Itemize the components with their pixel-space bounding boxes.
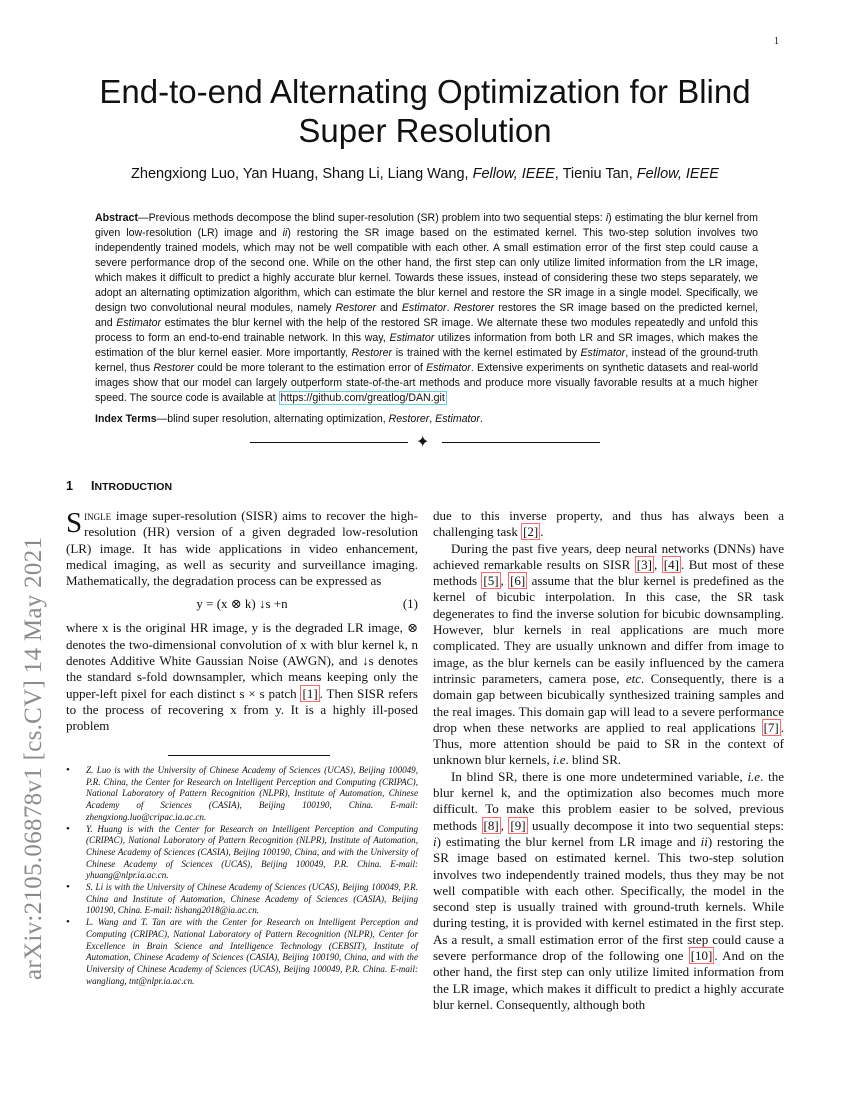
paragraph-text: . Consequently, there is a domain gap between bicubically synthesized training samples and the real images. This domain gap will lead to a severe performance drop when these networks are applied to real applications: [433, 670, 784, 735]
citation-link[interactable]: [1]: [302, 685, 318, 701]
term-restorer: Restorer: [351, 347, 393, 359]
step-ii-italic: ii: [700, 833, 708, 849]
paragraph-text: . Then SISR refers to the process of recovering x from y. It is a highly ill-posed problem: [66, 685, 418, 734]
section-title-rest: NTRODUCTION: [94, 481, 173, 493]
paragraph-text: .: [540, 524, 544, 540]
term-restorer: Restorer: [335, 302, 377, 314]
small-caps-word: ingle: [84, 508, 112, 523]
citation-link[interactable]: [5]: [483, 573, 499, 589]
intro-paragraph-2: [66, 620, 418, 734]
term-restorer: Restorer: [453, 302, 495, 314]
citation-link[interactable]: [2]: [523, 524, 539, 540]
fellow-title-2: Fellow, IEEE: [636, 166, 719, 182]
index-terms-text: —blind super resolution, alternating optimization,: [156, 413, 389, 425]
paragraph-text: . But most of these methods: [433, 556, 785, 589]
abstract-label: Abstract: [95, 212, 138, 224]
paragraph-text: image super-resolution (SISR) aims to recover the high-resolution (HR) version of a given degraded low-resolution (LR) image. It has wide applications in video enhancement, medical imaging, as well as security and surveillance imaging. Mathematically, the degradation process can be expressed as: [66, 508, 418, 589]
intro-paragraph-4: [433, 541, 784, 769]
citation-link[interactable]: [6]: [510, 573, 526, 589]
equation-body: y = (x ⊗ k) ↓s +n: [196, 596, 288, 612]
abstract-text: could be more tolerant to the estimation error of: [193, 362, 427, 374]
paragraph-text: assume that the blur kernel is predefined as the kernel of bicubic interpolation. In this case, the SR task degenerates to find the inverse solution for bicubic downsampling. However, blur kernels in real applications are much more complicated. They are usually unknown and differ from image to image, as the blur kernels can be easily influenced by the camera intrinsic parameters, camera pose,: [433, 573, 785, 686]
arxiv-identifier-stamp: arXiv:2105.06878v1 [cs.CV] 14 May 2021: [20, 536, 47, 980]
term-estimator: Estimator: [116, 317, 162, 329]
abstract-text: is trained with the kernel estimated by: [392, 347, 581, 359]
citation-separator: ,: [500, 817, 509, 833]
paragraph-text: due to this inverse property, and thus has always been a challenging task: [433, 508, 784, 540]
abstract-text: .: [446, 302, 454, 314]
index-terms-end: .: [479, 413, 483, 425]
paragraph-text: . And on the other hand, the first step can only utilize limited information from the LR image, which makes it difficult to predict a highly accurate blur kernel. Consequently, although both: [433, 948, 784, 1012]
citation-link[interactable]: [10]: [690, 948, 713, 964]
step-i-italic: i: [433, 833, 437, 849]
authors-part-1: Zhengxiong Luo, Yan Huang, Shang Li, Liang Wang,: [131, 166, 473, 182]
drop-cap: S: [66, 507, 83, 539]
term-estimator: Estimator: [580, 347, 626, 359]
etc-italic: etc: [625, 670, 642, 686]
divider-line-right: [442, 442, 600, 443]
section-divider: [250, 435, 600, 449]
abstract-text: —Previous methods decompose the blind super-resolution (SR) problem into two sequential steps:: [137, 212, 606, 224]
paragraph-text: where x is the original HR image, y is the degraded LR image, ⊗ denotes the two-dimensional convolution of x with blur kernel k, n denotes Additive White Gaussian Noise (AWGN), and ↓s denotes the standard s-fold downsampler, which means keeping only the upper-left pixel for each distinct s × s patch: [66, 620, 418, 701]
footnote-list: [66, 765, 418, 987]
ie-italic: i.e: [552, 752, 566, 768]
citation-separator: ,: [653, 556, 662, 572]
divider-star-icon: ✦: [416, 434, 430, 451]
paragraph-text: . the blur kernel k, and the optimization also becomes much more difficult. To make this problem easier to be solved, previous methods: [433, 768, 784, 833]
abstract-text: estimates the blur kernel with the help of the restored SR image. We alternate these two modules repeatedly and unfold this process to form an end-to-end trainable network. In this way,: [95, 317, 758, 344]
citation-link[interactable]: [9]: [510, 817, 526, 833]
abstract-step-i: i: [605, 212, 609, 224]
divider-line-left: [250, 442, 408, 443]
term-estimator: Estimator: [435, 413, 480, 425]
paper-title: End-to-end Alternating Optimization for Blind Super Resolution: [99, 73, 751, 149]
section-title-initial: I: [91, 479, 95, 493]
footnote-item: • L. Wang and T. Tan are with the Center for Research on Intelligent Perception and Computing (CRIPAC), National Laboratory of Pattern Recognition (NLPR), Center for Excellence in Brain Science and Intelligence Technology (CEBSIT), Institute of Automation, Chinese Academy of Sciences (CASIA), Beijing 100190, China, and with the University of Chinese Academy of Sciences (UCAS), Beijing 100049, P.R. China. E-mail: wangliang, tnt@nlpr.ia.ac.cn.: [66, 917, 418, 987]
source-code-link[interactable]: https://github.com/greatlog/DAN.git: [280, 392, 445, 404]
citation-link[interactable]: [7]: [763, 719, 779, 735]
right-column: [433, 508, 784, 1013]
footnote-item: • S. Li is with the University of Chinese Academy of Sciences (UCAS), Beijing 100049, P.R. China and Institute of Automation, Chinese Academy of Sciences (CASIA), Beijing 100190, China. E-mail: lishang2018@ia.ac.cn.: [66, 882, 418, 917]
index-terms-separator: ,: [429, 413, 436, 425]
term-restorer: Restorer: [153, 362, 194, 374]
abstract-text: ) restoring the SR image based on the estimated kernel. This two-step solution involves two independently trained models, which may not be well compatible with each other. A small estimation error of the first step could cause a severe performance drop of the second one. While on the other hand, the first step can only utilize limited information from the LR image, which makes it difficult to predict a highly accurate blur kernel. Towards these issues, instead of considering these two steps separately, we adopt an alternating optimization algorithm, which can estimate the blur kernel and restore the SR image in a single model. Specifically, we design two convolutional neural modules, namely: [95, 227, 759, 314]
fellow-title-1: Fellow, IEEE: [472, 166, 555, 182]
section-number: 1: [66, 479, 73, 493]
section-heading: [66, 479, 172, 493]
abstract-text: utilizes information from both LR and SR images, which makes the estimation of the blur kernel easier. More importantly,: [95, 332, 758, 359]
citation-link[interactable]: [8]: [483, 817, 499, 833]
index-terms: [95, 413, 758, 425]
citation-link[interactable]: [3]: [636, 556, 652, 572]
paragraph-text: usually decompose it into two sequential steps:: [527, 817, 784, 833]
abstract-text: restores the SR image based on the predicted kernel, and: [95, 302, 758, 329]
equation-1: [66, 596, 418, 614]
term-estimator: Estimator: [426, 362, 471, 374]
paragraph-text: . blind SR.: [565, 752, 622, 768]
paragraph-text: During the past five years, deep neural networks (DNNs) have achieved remarkable results on SISR: [433, 540, 784, 572]
author-list: [60, 166, 790, 182]
abstract: [95, 211, 758, 406]
author-footnotes: [66, 765, 418, 987]
ie-italic: i.e: [747, 768, 761, 784]
abstract-step-ii: ii: [282, 227, 288, 239]
intro-paragraph-5: [433, 769, 784, 1013]
paragraph-text: ) restoring the SR image based on estimated kernel. This two-step solution involves two independently trained models, thus they may be not well compatible with each other. Specifically, the model in the second step is usually trained with ground-truth kernels. While during testing, it is provided with kernel estimated in the first step. As a result, a small estimation error of the first step could cause a severe performance drop of the following one: [433, 833, 784, 964]
term-estimator: Estimator: [389, 332, 435, 344]
abstract-text: . Extensive experiments on synthetic datasets and real-world images show that our model can largely outperform state-of-the-art methods and produce more visually favorable results at a much higher speed. The source code is available at: [95, 362, 758, 404]
footnote-rule: [168, 755, 330, 756]
term-estimator: Estimator: [401, 302, 447, 314]
footnote-item: • Y. Huang is with the Center for Research on Intelligent Perception and Computing (CRIPAC), National Laboratory of Pattern Recognition (NLPR), Institute of Automation, Chinese Academy of Sciences (CASIA), Beijing 100190, China, and with the University of Chinese Academy of Sciences (UCAS), Beijing 100049, P.R. China. E-mail: yhuang@nlpr.ia.ac.cn.: [66, 824, 418, 883]
authors-part-2: , Tieniu Tan,: [554, 166, 637, 182]
abstract-text: and: [376, 302, 402, 314]
paragraph-text: ) estimating the blur kernel from LR image and: [436, 833, 701, 849]
citation-link[interactable]: [4]: [663, 556, 679, 572]
intro-paragraph-3: [433, 508, 784, 541]
equation-number: (1): [402, 596, 418, 612]
left-column: [66, 508, 418, 735]
abstract-text: , instead of the ground-truth kernel, thus: [95, 347, 758, 374]
page-number: 1: [774, 36, 779, 47]
paragraph-text: . Thus, more attention should be paid to SR in the context of unknown blur kernels,: [433, 719, 784, 768]
paragraph-text: In blind SR, there is one more undetermined variable,: [451, 768, 748, 784]
abstract-text: ) estimating the blur kernel from given low-resolution (LR) image and: [95, 212, 758, 239]
citation-separator: ,: [500, 573, 509, 589]
term-restorer: Restorer: [388, 413, 430, 425]
index-terms-label: Index Terms: [95, 413, 157, 425]
intro-paragraph-1: [66, 508, 418, 589]
footnote-item: • Z. Luo is with the University of Chinese Academy of Sciences (UCAS), Beijing 100049, P.R. China, the Center for Research on Intelligent Perception and Computing (CRIPAC), National Laboratory of Pattern Recognition (NLPR), Institute of Automation, Chinese Academy of Sciences (CASIA), Beijing 100190, China. E-mail: zhengxiong.luo@cripac.ia.ac.cn.: [66, 765, 418, 824]
